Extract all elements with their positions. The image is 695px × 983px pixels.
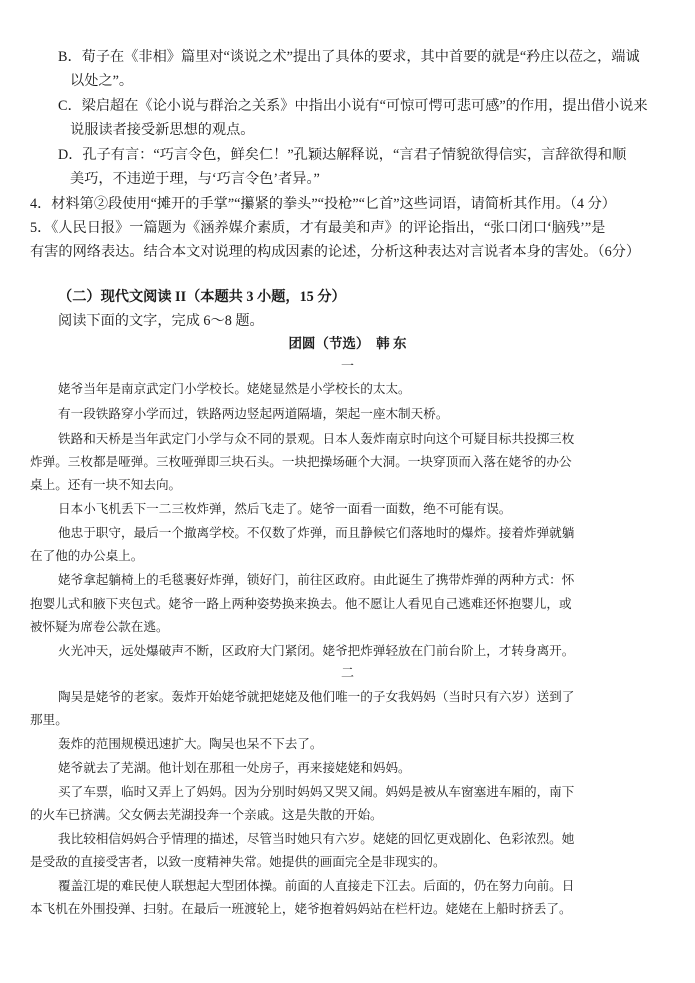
- section-instruction: 阅读下面的文字，完成 6～8 题。: [58, 313, 264, 329]
- passage-line: 有一段铁路穿小学而过，铁路两边竖起两道隔墙，架起一座木制天桥。: [58, 406, 449, 421]
- question-4: 4．材料第②段使用“摊开的手掌”“攥紧的拳头”“投枪”“匕首”这些词语，请简析其作用。（4 分）: [30, 196, 616, 212]
- passage-line: 陶吴是姥爷的老家。轰炸开始姥爷就把姥姥及他们唯一的子女我妈妈（当时只有六岁）送到了: [58, 689, 575, 704]
- passage-line: 铁路和天桥是当年武定门小学与众不同的景观。日本人轰炸南京时向这个可疑目标共投掷三枚: [58, 431, 575, 446]
- passage-line: 抱婴儿式和腋下夹包式。姥爷一路上两种姿势换来换去。他不愿让人看见自己逃难还怀抱婴儿，或: [30, 596, 572, 611]
- part-one-marker: 一: [340, 358, 354, 373]
- question-5-line-1: 5．《人民日报》一篇题为《涵养媒介素质，才有最美和声》的评论指出，“张口闭口‘脑残’”是: [30, 220, 606, 236]
- passage-line: 的火车已挤满。父女俩去芜湖投奔一个亲戚。这是失散的开始。: [30, 807, 383, 822]
- passage-line: 他忠于职守，最后一个撤离学校。不仅数了炸弹，而且静候它们落地时的爆炸。接着炸弹就躺: [58, 525, 575, 540]
- section-heading: （二）现代文阅读 II（本题共 3 小题，15 分）: [58, 289, 346, 305]
- passage-line: 本飞机在外围投弹、扫射。在最后一班渡轮上，姥爷抱着妈妈站在栏杆边。姥姥在上船时挤丢了。: [30, 901, 572, 916]
- passage-line: 在了他的办公桌上。: [30, 548, 144, 563]
- passage-line: 是受敌的直接受害者，以致一度精神失常。她提供的画面完全是非现实的。: [30, 854, 446, 869]
- passage-line: 火光冲天，远处爆破声不断，区政府大门紧闭。姥爷把炸弹轻放在门前台阶上，才转身离开。: [58, 643, 575, 658]
- passage-line: 炸弹。三枚都是哑弹。三枚哑弹即三块石头。一块把操场砸个大洞。一块穿顶而入落在姥爷的办公: [30, 454, 572, 469]
- passage-line: 姥爷拿起躺椅上的毛毯裹好炸弹，锁好门，前往区政府。由此诞生了携带炸弹的两种方式：怀: [58, 572, 575, 587]
- passage-line: 我比较相信妈妈合乎情理的描述，尽管当时她只有六岁。姥姥的回忆更戏剧化、色彩浓烈。她: [58, 831, 575, 846]
- option-c-line-1: C．梁启超在《论小说与群治之关系》中指出小说有“可惊可愕可悲可感”的作用，提出借小说来: [58, 98, 648, 114]
- passage-line: 桌上。还有一块不知去向。: [30, 477, 182, 492]
- option-d-line-2: 美巧，不违逆于理，与‘巧言令色’者异。”: [70, 171, 320, 187]
- passage-line: 那里。: [30, 712, 68, 727]
- option-b-line-2: 以处之”。: [70, 73, 134, 89]
- passage-line: 被怀疑为席卷公款在逃。: [30, 619, 169, 634]
- passage-line: 轰炸的范围规模迅速扩大。陶吴也呆不下去了。: [58, 736, 323, 751]
- passage-line: 日本小飞机丢下一二三枚炸弹，然后飞走了。姥爷一面看一面数，绝不可能有误。: [58, 501, 512, 516]
- question-5-line-2: 有害的网络表达。结合本文对说理的构成因素的论述，分析这种表达对言说者本身的害处。（6分）: [30, 244, 641, 260]
- passage-line: 姥爷当年是南京武定门小学校长。姥姥显然是小学校长的太太。: [58, 381, 411, 396]
- passage-line: 覆盖江堤的难民使人联想起大型团体操。前面的人直接走下江去。后面的，仍在努力向前。日: [58, 878, 575, 893]
- passage-line: 姥爷就去了芜湖。他计划在那租一处房子，再来接姥姥和妈妈。: [58, 760, 411, 775]
- option-b-line-1: B．荀子在《非相》篇里对“谈说之术”提出了具体的要求，其中首要的就是“矜庄以莅之，端诚: [58, 49, 640, 65]
- part-two-marker: 二: [340, 665, 354, 680]
- option-c-line-2: 说服读者接受新思想的观点。: [70, 122, 255, 138]
- option-d-line-1: D．孔子有言：“巧言令色，鲜矣仁！”孔颖达解释说，“言君子情貌欲得信实，言辞欲得和顺: [58, 147, 627, 163]
- passage-title: 团圆（节选） 韩 东: [288, 336, 407, 351]
- passage-line: 买了车票，临时又弄上了妈妈。因为分别时妈妈又哭又闹。妈妈是被从车窗塞进车厢的，南下: [58, 784, 575, 799]
